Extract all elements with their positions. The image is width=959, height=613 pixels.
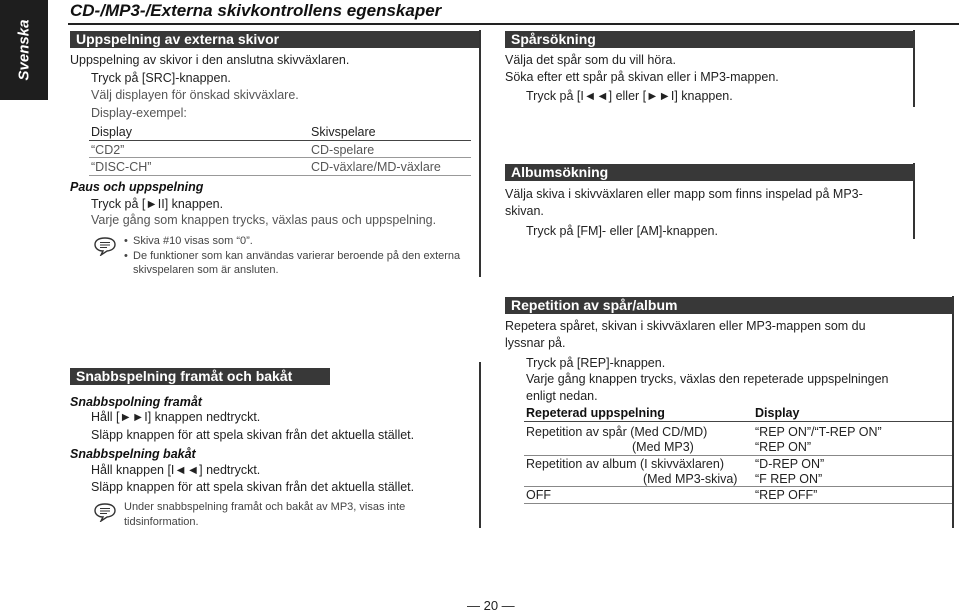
title-rule — [68, 23, 959, 25]
pause-step: Tryck på [►II] knappen. — [91, 197, 224, 211]
pause-description: Varje gång som knappen trycks, växlas paus och uppspelning. — [91, 213, 437, 227]
repeat-row-display: “F REP ON” — [755, 472, 823, 486]
note-icon — [93, 236, 117, 256]
track-line-2: Söka efter ett spår på skivan eller i MP3-mappen. — [505, 70, 779, 84]
table-cell-display: “CD2” — [91, 143, 125, 157]
album-line-1: Välja skiva i skivväxlaren eller mapp som finns inspelad på MP3- — [505, 187, 863, 201]
repeat-row-rule — [524, 455, 952, 456]
section-heading-fast: Snabbspelning framåt och bakåt — [70, 368, 330, 385]
repeat-row-mode: (Med MP3) — [632, 440, 694, 454]
repeat-line-2: lyssnar på. — [505, 336, 566, 350]
table-cell-display: “DISC-CH” — [91, 160, 152, 174]
backward-heading: Snabbspelning bakåt — [70, 447, 196, 461]
repeat-row-mode: (Med MP3-skiva) — [643, 472, 738, 486]
repeat-row-display: “D-REP ON” — [755, 457, 825, 471]
repeat-desc-1: Varje gång knappen trycks, växlas den repeterade uppspelningen — [526, 372, 889, 386]
left-column-rule-lower — [479, 362, 481, 528]
repeat-col-header-display: Display — [755, 406, 800, 420]
section-heading-album: Albumsökning — [505, 164, 915, 181]
note-item: De funktioner som kan användas varierar beroende på den externa — [133, 250, 461, 262]
repeat-desc-2: enligt nedan. — [526, 389, 598, 403]
fast-note-line-1: Under snabbspelning framåt och bakåt av MP3, visas inte — [124, 501, 406, 513]
table-header-rule — [89, 140, 471, 141]
track-line-1: Välja det spår som du vill höra. — [505, 53, 676, 67]
section-heading-repeat: Repetition av spår/album — [505, 297, 954, 314]
repeat-col-header-mode: Repeterad uppspelning — [526, 406, 665, 420]
repeat-row-display: “REP ON” — [755, 440, 812, 454]
table-row-rule — [89, 157, 471, 158]
table-cell-player: CD-spelare — [311, 143, 375, 157]
external-step-2: Välj displayen för önskad skivväxlare. — [91, 88, 299, 102]
repeat-row-mode: OFF — [526, 488, 551, 502]
left-column-rule — [479, 30, 481, 277]
page-title: CD-/MP3-/Externa skivkontrollens egenskaper — [70, 1, 442, 20]
repeat-step: Tryck på [REP]-knappen. — [526, 356, 666, 370]
track-step: Tryck på [I◄◄] eller [►►I] knappen. — [526, 89, 733, 103]
note-bullet: • — [124, 250, 128, 262]
language-tab-label: Svenska — [15, 19, 33, 81]
forward-release: Släpp knappen för att spela skivan från det aktuella stället. — [91, 428, 415, 442]
repeat-row-rule — [524, 486, 952, 487]
repeat-header-rule — [524, 421, 952, 422]
note-bullet: • — [124, 235, 128, 247]
table-bottom-rule — [89, 175, 471, 176]
external-intro: Uppspelning av skivor i den anslutna skivväxlaren. — [70, 53, 350, 67]
language-tab — [0, 0, 48, 100]
forward-step: Håll [►►I] knappen nedtryckt. — [91, 410, 261, 424]
backward-step: Håll knappen [I◄◄] nedtryckt. — [91, 463, 261, 477]
section-heading-external: Uppspelning av externa skivor — [70, 31, 479, 48]
forward-heading: Snabbspolning framåt — [70, 395, 202, 409]
repeat-row-mode: Repetition av album (I skivväxlaren) — [526, 457, 724, 471]
note-icon — [93, 502, 117, 522]
right-column-rule-3 — [952, 296, 954, 528]
repeat-line-1: Repetera spåret, skivan i skivväxlaren eller MP3-mappen som du — [505, 319, 866, 333]
repeat-row-mode: Repetition av spår (Med CD/MD) — [526, 425, 708, 439]
external-step-1: Tryck på [SRC]-knappen. — [91, 71, 231, 85]
table-header-display: Display — [91, 125, 132, 139]
backward-release: Släpp knappen för att spela skivan från det aktuella stället. — [91, 480, 415, 494]
repeat-bottom-rule — [524, 503, 952, 504]
repeat-row-display: “REP OFF” — [755, 488, 818, 502]
table-cell-player: CD-växlare/MD-växlare — [311, 160, 441, 174]
pause-heading: Paus och uppspelning — [70, 180, 204, 194]
note-item: Skiva #10 visas som “0”. — [133, 235, 253, 247]
table-header-player: Skivspelare — [311, 125, 376, 139]
album-step: Tryck på [FM]- eller [AM]-knappen. — [526, 224, 718, 238]
page-number: — 20 — — [467, 598, 515, 613]
repeat-row-display: “REP ON”/“T-REP ON” — [755, 425, 882, 439]
fast-note-line-2: tidsinformation. — [124, 516, 199, 528]
section-heading-track: Spårsökning — [505, 31, 915, 48]
album-line-2: skivan. — [505, 204, 544, 218]
display-example-label: Display-exempel: — [91, 106, 187, 120]
note-item-cont: skivspelaren som är ansluten. — [133, 264, 279, 276]
